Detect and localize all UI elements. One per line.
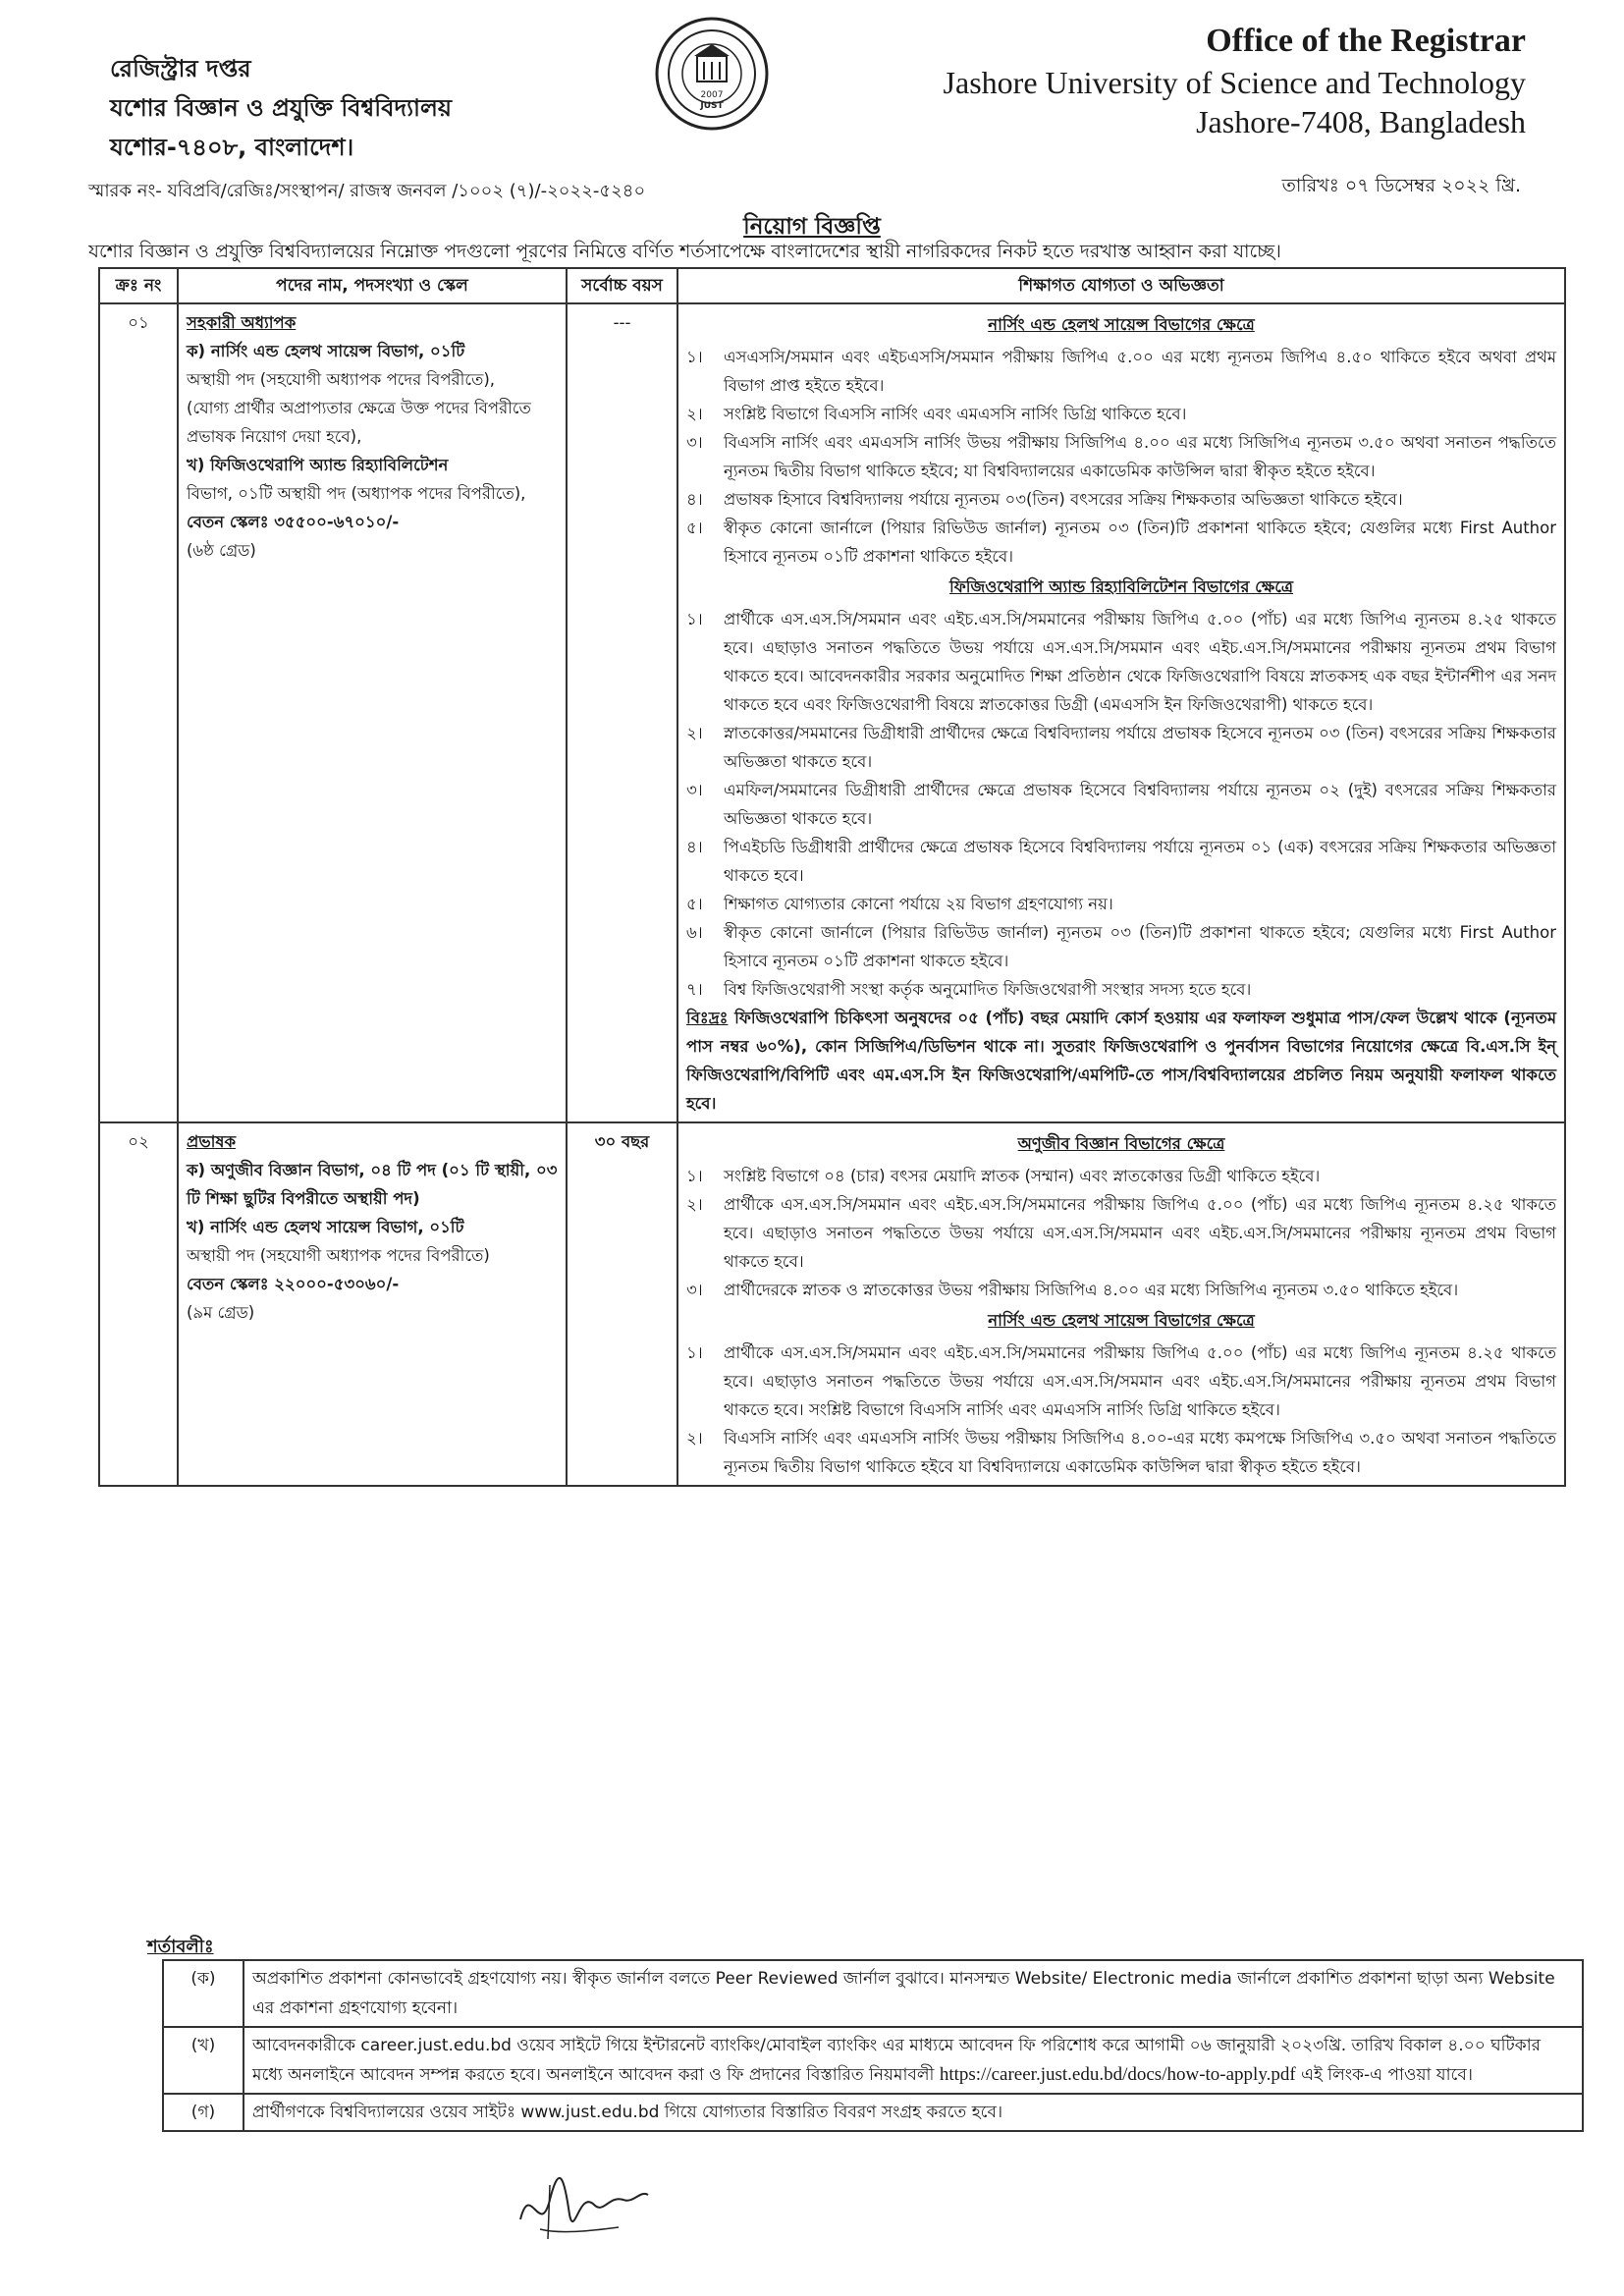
list-item: ৩। বিএসসি নার্সিং এবং এমএসসি নার্সিং উভয় পরীক্ষায় সিজিপিএ ৪.০০ এর মধ্যে সিজিপিএ ন্যূনতম ৩.৫০ অথবা সনাতন পদ্ধতিতে ন্যূনতম দ্বিতীয় বিভাগ থাকিতে হইবে; যা বিশ্ববিদ্যালয়ের একাডেমিক কাউন্সিল দ্বারা স্বীকৃত হইতে হইবে। [686,433,1556,480]
row1-post-a: ক) নার্সিং এন্ড হেলথ সায়েন্স বিভাগ, ০১টি [187,342,465,360]
header-line-2: যশোর বিজ্ঞান ও প্রযুক্তি বিশ্ববিদ্যালয় [110,94,453,122]
header-line-1: রেজিস্ট্রার দপ্তর [110,55,251,82]
row2-sl: ০২ [99,1122,178,1486]
list-item: ১। সংশ্লিষ্ট বিভাগে ০৪ (চার) বৎসর মেয়াদি স্নাতক (সম্মান) এবং স্নাতকোত্তর ডিগ্রী থাকিতে হইবে। [686,1167,1321,1185]
table-row [99,1122,1565,1486]
row2-post [178,1122,567,1486]
row1-sec1-title: নার্সিং এন্ড হেলথ সায়েন্স বিভাগের ক্ষেত্রে [988,315,1255,334]
seal-year: 2007 [700,90,724,100]
row1-note [686,1004,1556,1118]
list-item: ৫। শিক্ষাগত যোগ্যতার কোনো পর্যায়ে ২য় বিভাগ গ্রহণযোগ্য নয়। [686,895,1113,913]
office-title: Office of the Registrar [1206,23,1526,59]
condition-text-part: আবেদনকারীকে career.just.edu.bd ওয়েব সাইটে গিয়ে ইন্টারনেট ব্যাংকিং/মোবাইল ব্যাংকিং এর মাধ্যমে আবেদন ফি পরিশোধ করে আগামী ০৬ জানুয়ারী ২০২৩খ্রি. তারিখ বিকাল ৪.০০ ঘটিকার মধ্যে অনলাইনে আবেদন সম্পন্ন করতে হবে। অনলাইনে আবেদন করা ও ফি প্রদানের বিস্তারিত নিয়মাবলী [252,2036,1541,2085]
list-item: ২। প্রার্থীকে এস.এস.সি/সমমান এবং এইচ.এস.সি/সমমানের পরীক্ষায় জিপিএ ৫.০০ (পাঁচ) এর মধ্যে জিপিএ ন্যূনতম ৪.২৫ থাকতে হবে। এছাড়াও সনাতন পদ্ধতিতে উভয় পর্যায়ে এস.এস.সি/সমমান এবং এইচ.এস.সি/সমমানের পরীক্ষায় ন্যূনতম প্রথম বিভাগ থাকতে হবে। [686,1195,1556,1271]
header-english-address [944,20,1526,141]
apply-guide-link[interactable]: https://career.just.edu.bd/docs/how-to-apply.pdf [939,2064,1296,2085]
row1-post-b: খ) ফিজিওথেরাপি অ্যান্ড রিহ্যাবিলিটেশন [187,456,449,474]
note-text: ফিজিওথেরাপি চিকিৎসা অনুষদের ০৫ (পাঁচ) বছর মেয়াদি কোর্স হওয়ায় এর ফলাফল শুধুমাত্র পাস/ফেল উল্লেখ থাকে (ন্যূনতম পাস নম্বর ৬০%), কোন সিজিপিএ/ডিভিশন থাকে না। সুতরাং ফিজিওথেরাপি ও পুনর্বাসন বিভাগের নিয়োগের ক্ষেত্রে বি.এস.সি ইন্ ফিজিওথেরাপি/বিপিটি এবং এম.এস.সি ইন ফিজিওথেরাপি/এমপিটি-তে পাস/বিশ্ববিদ্যালয়ের প্রচলিত নিয়ম অনুযায়ী ফলাফল থাকতে হবে। [686,1009,1556,1113]
university-location: Jashore-7408, Bangladesh [1196,104,1526,139]
condition-text: অপ্রকাশিত প্রকাশনা কোনভাবেই গ্রহণযোগ্য নয়। স্বীকৃত জার্নাল বলতে Peer Reviewed জার্নাল বুঝাবে। মানসম্মত Website/ Electronic media জার্নালে প্রকাশিত প্রকাশনা ছাড়া অন্য Website এর প্রকাশনা গ্রহণযোগ্য হবেনা। [244,1960,1583,2027]
university-seal-icon [653,15,771,133]
list-item: ২। স্নাতকোত্তর/সমমানের ডিগ্রীধারী প্রার্থীদের ক্ষেত্রে বিশ্ববিদ্যালয় পর্যায়ে প্রভাষক হিসেবে ন্যূনতম ০৩ (তিন) বৎসরের সক্রিয় শিক্ষকতার অভিজ্ঞতা থাকতে হবে। [686,724,1556,771]
list-item: ৩। প্রার্থীদেরকে স্নাতক ও স্নাতকোত্তর উভয় পরীক্ষায় সিজিপিএ ৪.০০ এর মধ্যে সিজিপিএ ন্যূনতম ৩.৫০ থাকিতে হইবে। [686,1281,1459,1299]
row2-sec1-title: অণুজীব বিজ্ঞান বিভাগের ক্ষেত্রে [1017,1134,1225,1153]
row2-qualification [677,1122,1565,1486]
list-item: ২। সংশ্লিষ্ট বিভাগে বিএসসি নার্সিং এবং এমএসসি নার্সিং ডিগ্রি থাকিতে হবে। [686,405,1187,423]
list-item: ১। প্রার্থীকে এস.এস.সি/সমমান এবং এইচ.এস.সি/সমমানের পরীক্ষায় জিপিএ ৫.০০ (পাঁচ) এর মধ্যে জিপিএ ন্যূনতম ৪.২৫ থাকতে হবে। এছাড়াও সনাতন পদ্ধতিতে উভয় পর্যায়ে এস.এস.সি/সমমান এবং এইচ.এস.সি/সমমানের পরীক্ষায় ন্যূনতম প্রথম বিভাগ থাকতে হবে। সংশ্লিষ্ট বিভাগে বিএসসি নার্সিং এবং এমএসসি নার্সিং ডিগ্রি থাকিতে হইবে। [686,1343,1556,1419]
condition-text: প্রার্থীগণকে বিশ্ববিদ্যালয়ের ওয়েব সাইটঃ www.just.edu.bd গিয়ে যোগ্যতার বিস্তারিত বিবরণ সংগ্রহ করতে হবে। [244,2094,1583,2131]
university-name: Jashore University of Science and Technology [943,65,1526,100]
row2-post-title: প্রভাষক [187,1132,237,1151]
row2-grade: (৯ম গ্রেড) [187,1303,255,1322]
signature-image [511,2160,658,2249]
table-row [99,303,1565,1122]
row2-post-b: খ) নার্সিং এন্ড হেলথ সায়েন্স বিভাগ, ০১টি [187,1218,464,1236]
row1-scale: বেতন স্কেলঃ ৩৫৫০০-৬৭০১০/- [187,513,400,531]
row1-sec2-title: ফিজিওথেরাপি অ্যান্ড রিহ্যাবিলিটেশন বিভাগের ক্ষেত্রে [948,577,1294,596]
condition-text [244,2027,1583,2094]
conditions-title: শর্তাবলীঃ [147,1937,214,1957]
condition-key: (খ) [163,2027,244,2094]
header-line-3: যশোর-৭৪০৮, বাংলাদেশ। [110,134,354,161]
list-item: ২। বিএসসি নার্সিং এবং এমএসসি নার্সিং উভয় পরীক্ষায় সিজিপিএ ৪.০০-এর মধ্যে কমপক্ষে সিজিপিএ ৩.৫০ অথবা সনাতন পদ্ধতিতে ন্যূনতম দ্বিতীয় বিভাগ থাকিতে হইবে যা বিশ্ববিদ্যালয়ে একাডেমিক কাউন্সিল দ্বারা স্বীকৃত হইতে হইবে। [686,1429,1556,1476]
row1-age: --- [567,303,677,1122]
table-row [163,2027,1583,2094]
list-item: ৫। স্বীকৃত কোনো জার্নালে (পিয়ার রিভিউড জার্নাল) ন্যূনতম ০৩ (তিন)টি প্রকাশনা থাকিতে হইবে; যেগুলির মধ্যে First Author হিসাবে ন্যূনতম ০১টি প্রকাশনা থাকিতে হইবে। [686,519,1556,566]
row1-post-title: সহকারী অধ্যাপক [187,313,297,332]
row1-qualification [677,303,1565,1122]
list-item: ৬। স্বীকৃত কোনো জার্নালে (পিয়ার রিভিউড জার্নাল) ন্যূনতম ০৩ (তিন)টি প্রকাশনা থাকতে হইবে; যেগুলির মধ্যে First Author হিসাবে ন্যূনতম ০১টি প্রকাশনা থাকতে হইবে। [686,923,1556,970]
condition-text-tail: এই লিংক-এ পাওয়া যাবে। [1295,2065,1473,2085]
header-age: সর্বোচ্চ বয়স [567,268,677,303]
memo-number: স্মারক নং- যবিপ্রবি/রেজিঃ/সংস্থাপন/ রাজস্ব জনবল /১০০২ (৭)/-২০২২-৫২৪০ [88,181,646,201]
note-label: বিঃদ্রঃ [686,1009,729,1027]
table-header-row [99,268,1565,303]
table-row [163,1960,1583,2027]
list-item: ১। প্রার্থীকে এস.এস.সি/সমমান এবং এইচ.এস.সি/সমমানের পরীক্ষায় জিপিএ ৫.০০ (পাঁচ) এর মধ্যে জিপিএ ন্যূনতম ৪.২৫ থাকতে হবে। এছাড়াও সনাতন পদ্ধতিতে উভয় পর্যায়ে এস.এস.সি/সমমান এবং এইচ.এস.সি/সমমানের পরীক্ষায় ন্যূনতম প্রথম বিভাগ থাকতে হবে। আবেদনকারীর সরকার অনুমোদিত শিক্ষা প্রতিষ্ঠান থেকে ফিজিওথেরাপি বিষয়ে স্নাতকসহ এক বছর ইন্টার্নশীপ এর সনদ থাকতে হবে এবং ফিজিওথেরাপী বিষয়ে স্নাতকোত্তর ডিগ্রী (এমএসসি ইন ফিজিওথেরাপী) থাকতে হবে। [686,610,1556,714]
table-row [163,2094,1583,2131]
row1-sl: ০১ [99,303,178,1122]
condition-key: (গ) [163,2094,244,2131]
list-item: ৪। প্রভাষক হিসাবে বিশ্ববিদ্যালয় পর্যায়ে ন্যূনতম ০৩(তিন) বৎসরের সক্রিয় শিক্ষকতার অভিজ্ঞতা থাকিতে হইবে। [686,490,1403,509]
notice-date: তারিখঃ ০৭ ডিসেম্বর ২০২২ খ্রি. [1281,175,1521,196]
header-post: পদের নাম, পদসংখ্যা ও স্কেল [178,268,567,303]
row2-scale: বেতন স্কেলঃ ২২০০০-৫৩০৬০/- [187,1275,400,1293]
header-qualification: শিক্ষাগত যোগ্যতা ও অভিজ্ঞতা [677,268,1565,303]
notice-intro: যশোর বিজ্ঞান ও প্রযুক্তি বিশ্ববিদ্যালয়ের নিম্নোক্ত পদগুলো পূরণের নিমিত্তে বর্ণিত শর্তসাপেক্ষে বাংলাদেশের স্থায়ী নাগরিকদের নিকট হতে দরখাস্ত আহ্বান করা যাচ্ছে। [88,241,1281,262]
row1-post [178,303,567,1122]
vacancy-table [98,267,1566,1487]
list-item: ১। এসএসসি/সমমান এবং এইচএসসি/সমমান পরীক্ষায় জিপিএ ৫.০০ এর মধ্যে ন্যূনতম জিপিএ ৪.৫০ থাকিতে হইবে অথবা প্রথম বিভাগ প্রাপ্ত হইতে হইবে। [686,348,1556,395]
notice-title-text: নিয়োগ বিজ্ঞপ্তি [743,214,881,240]
row1-post-b2: বিভাগ, ০১টি অস্থায়ী পদ (অধ্যাপক পদের বিপরীতে), [187,484,526,503]
row1-post-a2: অস্থায়ী পদ (সহযোগী অধ্যাপক পদের বিপরীতে), [187,370,496,389]
list-item: ৩। এমফিল/সমমানের ডিগ্রীধারী প্রার্থীদের ক্ষেত্রে প্রভাষক হিসেবে বিশ্ববিদ্যালয় পর্যায়ে ন্যূনতম ০২ (দুই) বৎসরের সক্রিয় শিক্ষকতার অভিজ্ঞতা থাকতে হবে। [686,781,1556,828]
list-item: ৭। বিশ্ব ফিজিওথেরাপী সংস্থা কর্তৃক অনুমোদিত ফিজিওথেরাপী সংস্থার সদস্য হতে হবে। [686,980,1252,999]
header-bangla-address [110,49,452,167]
row1-grade: (৬ষ্ঠ গ্রেড) [187,541,256,560]
condition-key: (ক) [163,1960,244,2027]
conditions-table [162,1959,1584,2132]
seal-abbr: JUST [700,101,724,111]
row2-post-a: ক) অণুজীব বিজ্ঞান বিভাগ, ০৪ টি পদ (০১ টি স্থায়ী, ০৩ টি শিক্ষা ছুটির বিপরীতে অস্থায়ী পদ) [187,1161,558,1208]
row2-age: ৩০ বছর [567,1122,677,1486]
header-sl: ক্রঃ নং [99,268,178,303]
list-item: ৪। পিএইচডি ডিগ্রীধারী প্রার্থীদের ক্ষেত্রে প্রভাষক হিসেবে বিশ্ববিদ্যালয় পর্যায়ে ন্যূনতম ০১ (এক) বৎসরের সক্রিয় শিক্ষকতার অভিজ্ঞতা থাকতে হবে। [686,838,1556,885]
row2-sec2-title: নার্সিং এন্ড হেলথ সায়েন্স বিভাগের ক্ষেত্রে [988,1311,1255,1330]
row1-post-a3: (যোগ্য প্রার্থীর অপ্রাপ্যতার ক্ষেত্রে উক্ত পদের বিপরীতে প্রভাষক নিয়োগ দেয়া হবে), [187,399,531,446]
row2-post-b2: অস্থায়ী পদ (সহযোগী অধ্যাপক পদের বিপরীতে) [187,1246,490,1265]
